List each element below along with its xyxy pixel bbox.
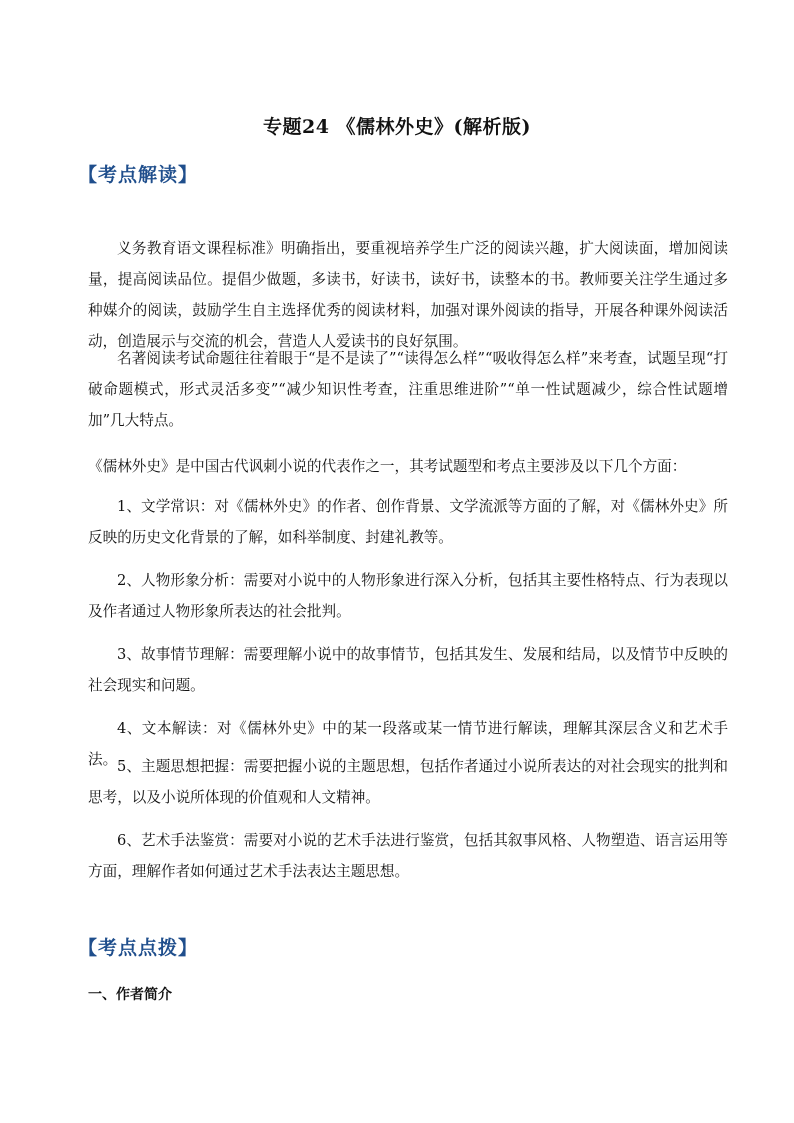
paragraph-intro-rulin: 《儒林外史》是中国古代讽刺小说的代表作之一，其考试题型和考点主要涉及以下几个方面： [88, 458, 687, 475]
subheading-author-intro: 一、作者简介 [88, 987, 172, 1003]
section-heading-exam-points: 【考点解读】 [78, 164, 199, 186]
point-character-analysis: 2、人物形象分析：需要对小说中的人物形象进行深入分析，包括其主要性格特点、行为表现以及作者通过人物形象所表达的社会批判。 [88, 572, 728, 620]
point-literary-knowledge: 1、文学常识：对《儒林外史》的作者、创作背景、文学流派等方面的了解，对《儒林外史》所反映的历史文化背景的了解，如科举制度、封建礼教等。 [88, 498, 728, 546]
paragraph-exam-features: 名著阅读考试命题往往着眼于“是不是读了”“读得怎么样”“吸收得怎么样”来考查，试题呈现“打破命题模式，形式灵活多变”“减少知识性考查，注重思维进阶”“单一性试题减少，综合性试题增加”几大特点。 [88, 350, 728, 429]
point-text-interpretation: 4、文本解读：对《儒林外史》中的某一段落或某一情节进行解读，理解其深层含义和艺术手法。 [88, 720, 728, 768]
point-theme-grasp: 5、主题思想把握：需要把握小说的主题思想，包括作者通过小说所表达的对社会现实的批判和思考，以及小说所体现的价值观和人文精神。 [88, 758, 728, 806]
document-title: 专题24 《儒林外史》(解析版) [262, 116, 532, 138]
point-plot-understanding: 3、故事情节理解：需要理解小说中的故事情节，包括其发生、发展和结局，以及情节中反映的社会现实和问题。 [88, 646, 728, 694]
paragraph-curriculum-standard: 义务教育语文课程标准》明确指出，要重视培养学生广泛的阅读兴趣，扩大阅读面，增加阅读量，提高阅读品位。提倡少做题，多读书，好读书，读好书，读整本的书。教师要关注学生通过多种媒介的阅读，鼓励学生自主选择优秀的阅读材料，加强对课外阅读的指导，开展各种课外阅读活动，创造展示与交流的机会，营造人人爱读书的良好氛围。 [88, 240, 728, 350]
section-heading-exam-guidance: 【考点点拨】 [78, 937, 199, 959]
point-artistic-technique: 6、艺术手法鉴赏：需要对小说的艺术手法进行鉴赏，包括其叙事风格、人物塑造、语言运用等方面，理解作者如何通过艺术手法表达主题思想。 [88, 832, 728, 880]
